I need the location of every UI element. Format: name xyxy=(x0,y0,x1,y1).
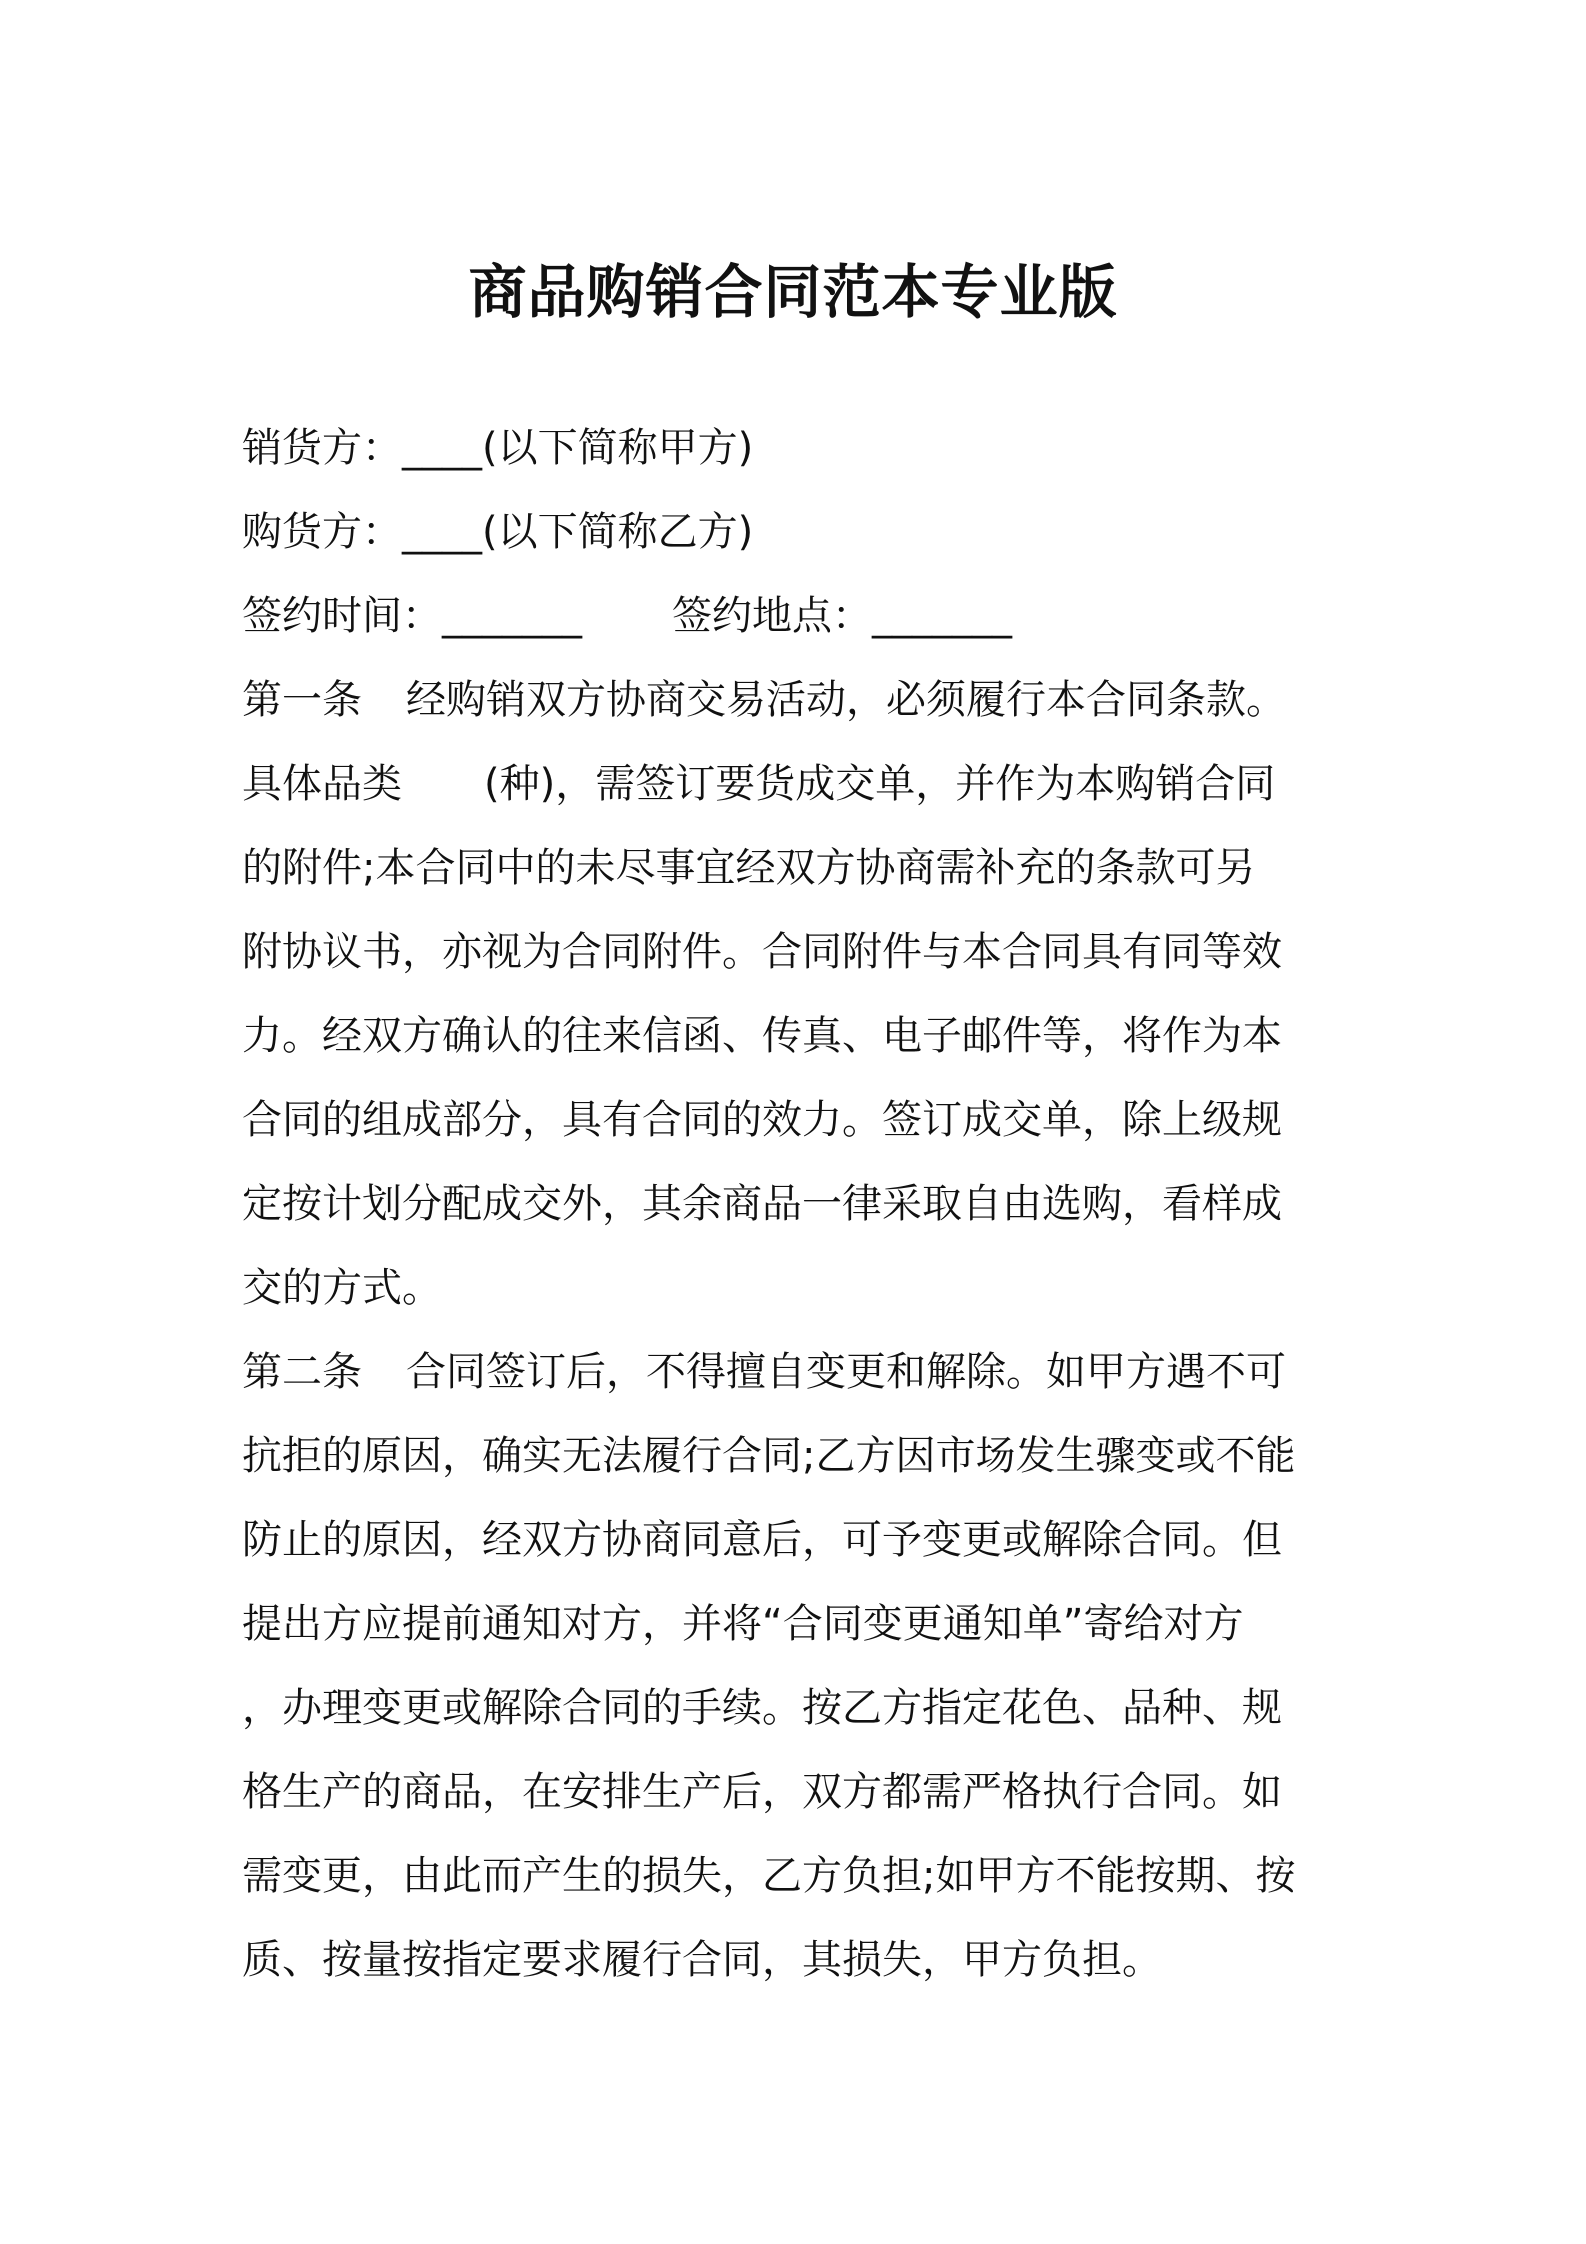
sign-time: 签约时间：_______ xyxy=(242,593,582,639)
article1-heading: 第一条 xyxy=(242,677,362,723)
article2-heading: 第二条 xyxy=(242,1349,362,1395)
document-body xyxy=(242,406,1362,2002)
article1-line-1 xyxy=(242,658,1362,742)
article2-line-6: 格生产的商品，在安排生产后，双方都需严格执行合同。如 xyxy=(242,1769,1282,1815)
article2-line-5: ，办理变更或解除合同的手续。按乙方指定花色、品种、规 xyxy=(242,1685,1282,1731)
document-title: 商品购销合同范本专业版 xyxy=(468,258,1118,326)
article2-line-2: 抗拒的原因，确实无法履行合同;乙方因市场发生骤变或不能 xyxy=(242,1433,1296,1479)
article1-line-6: 合同的组成部分，具有合同的效力。签订成交单，除上级规 xyxy=(242,1097,1282,1143)
article1-category-label: 具体品类 xyxy=(242,761,402,807)
article2-line-4: 提出方应提前通知对方，并将“合同变更通知单”寄给对方 xyxy=(242,1601,1244,1647)
sign-info-line xyxy=(242,574,1362,658)
article2-line-3: 防止的原因，经双方协商同意后，可予变更或解除合同。但 xyxy=(242,1517,1282,1563)
seller-line: 销货方：____(以下简称甲方) xyxy=(242,425,754,471)
buyer-line: 购货方：____(以下简称乙方) xyxy=(242,509,754,555)
sign-place: 签约地点：_______ xyxy=(672,593,1012,639)
article2-text: 合同签订后，不得擅自变更和解除。如甲方遇不可 xyxy=(406,1349,1286,1395)
article2-line-7: 需变更，由此而产生的损失，乙方负担;如甲方不能按期、按 xyxy=(242,1853,1296,1899)
article2-line-1 xyxy=(242,1330,1362,1414)
article1-text: (种)，需签订要货成交单，并作为本购销合同 xyxy=(484,761,1276,807)
article1-line-3: 的附件;本合同中的未尽事宜经双方协商需补充的条款可另 xyxy=(242,845,1256,891)
article1-line-5: 力。经双方确认的往来信函、传真、电子邮件等，将作为本 xyxy=(242,1013,1282,1059)
article1-line-7: 定按计划分配成交外，其余商品一律采取自由选购，看样成 xyxy=(242,1181,1282,1227)
article1-line-2 xyxy=(242,742,1362,826)
article2-line-8: 质、按量按指定要求履行合同，其损失，甲方负担。 xyxy=(242,1937,1162,1983)
article1-text: 经购销双方协商交易活动，必须履行本合同条款。 xyxy=(406,677,1286,723)
article1-line-4: 附协议书，亦视为合同附件。合同附件与本合同具有同等效 xyxy=(242,929,1282,975)
article1-line-8: 交的方式。 xyxy=(242,1265,442,1311)
